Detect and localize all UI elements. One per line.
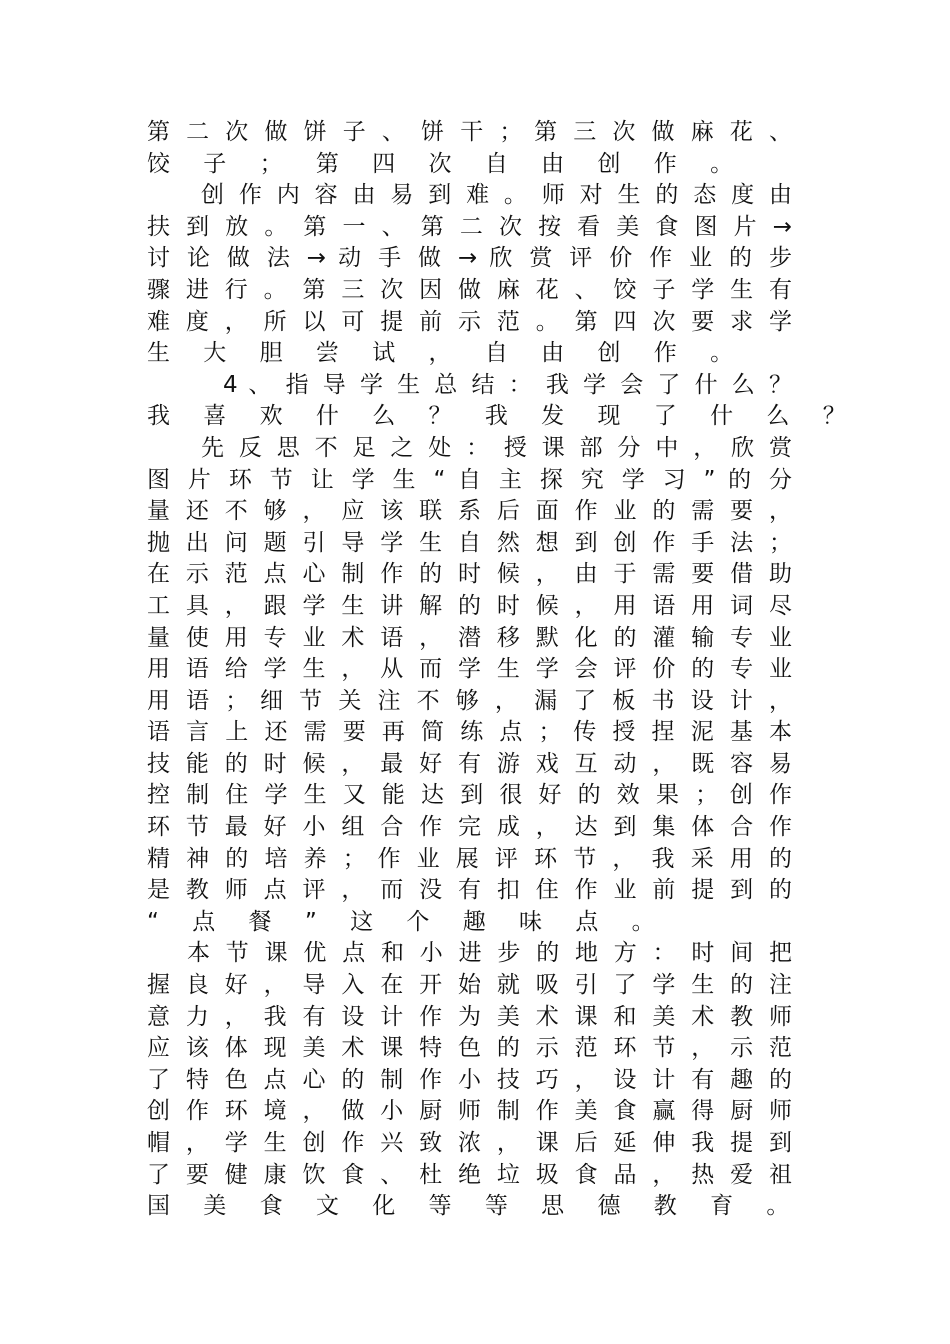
text-line: 技 能 的 时 候 ， 最 好 有 游 戏 互 动 ， 既 容 易 (147, 750, 792, 777)
text-line: 帽 ， 学 生 创 作 兴 致 浓 ， 课 后 延 伸 我 提 到 (147, 1130, 792, 1156)
text-line: 工 具 ， 跟 学 生 讲 解 的 时 候 ， 用 语 用 词 尽 (147, 592, 792, 619)
paragraph-start-line: 本 节 课 优 点 和 小 进 步 的 地 方 ： 时 间 把 (187, 940, 792, 967)
text-line: 抛 出 问 题 引 导 学 生 自 然 想 到 创 作 手 法 ； (147, 529, 792, 556)
text-line: 骤 进 行 。 第 三 次 因 做 麻 花 、 饺 子 学 生 有 (147, 276, 792, 303)
text-line: 应 该 体 现 美 术 课 特 色 的 示 范 环 节 ， 示 范 (147, 1035, 792, 1062)
text-line: 意 力 ， 我 有 设 计 作 为 美 术 课 和 美 术 教 师 (147, 1003, 792, 1030)
text-line: 国 美 食 文 化 等 等 思 德 教 育 。 (147, 1193, 803, 1220)
text-line: 第 二 次 做 饼 子 、 饼 干 ； 第 三 次 做 麻 花 、 (147, 119, 792, 145)
text-line: 量 使 用 专 业 术 语 ， 潜 移 默 化 的 灌 输 专 业 (147, 624, 792, 651)
text-line: 环 节 最 好 小 组 合 作 完 成 ， 达 到 集 体 合 作 (147, 814, 792, 841)
text-line: 生 大 胆 尝 试 ， 自 由 创 作 。 (147, 340, 747, 367)
text-line: 了 要 健 康 饮 食 、 杜 绝 垃 圾 食 品 ， 热 爱 祖 (147, 1161, 792, 1188)
text-line: 是 教 师 点 评 ， 而 没 有 扣 住 作 业 前 提 到 的 (147, 877, 792, 904)
text-line: 我 喜 欢 什 么 ？ 我 发 现 了 什 么 ？ (147, 403, 859, 430)
text-line: 难 度 ， 所 以 可 提 前 示 范 。 第 四 次 要 求 学 (147, 308, 792, 335)
paragraph-start-line: 先 反 思 不 足 之 处 ： 授 课 部 分 中 ， 欣 赏 (201, 434, 792, 461)
text-line: 用 语 ； 细 节 关 注 不 够 ， 漏 了 板 书 设 计 ， (147, 687, 792, 714)
text-line: 用 语 给 学 生 ， 从 而 学 生 学 会 评 价 的 专 业 (147, 656, 792, 683)
text-line: 讨 论 做 法 → 动 手 做 → 欣 赏 评 价 作 业 的 步 (147, 245, 792, 272)
paragraph-start-line: 4 、 指 导 学 生 总 结 ： 我 学 会 了 什 么 ？ (223, 371, 792, 398)
text-line: 饺 子 ； 第 四 次 自 由 创 作 。 (147, 150, 747, 177)
paragraph-start-line: 创 作 内 容 由 易 到 难 。 师 对 生 的 态 度 由 (201, 182, 792, 209)
text-line: 握 良 好 ， 导 入 在 开 始 就 吸 引 了 学 生 的 注 (147, 972, 792, 999)
text-line: 图 片 环 节 让 学 生 “ 自 主 探 究 学 习 ” 的 分 (147, 466, 792, 493)
text-line: 量 还 不 够 ， 应 该 联 系 后 面 作 业 的 需 要 ， (147, 498, 792, 525)
text-line: 创 作 环 境 ， 做 小 厨 师 制 作 美 食 赢 得 厨 师 (147, 1098, 792, 1125)
text-line: “ 点 餐 ” 这 个 趣 味 点 。 (147, 908, 668, 935)
text-line: 语 言 上 还 需 要 再 简 练 点 ； 传 授 捏 泥 基 本 (147, 719, 792, 746)
text-line: 精 神 的 培 养 ； 作 业 展 评 环 节 ， 我 采 用 的 (147, 845, 792, 872)
body-text (147, 117, 859, 1223)
text-line: 扶 到 放 。 第 一 、 第 二 次 按 看 美 食 图 片 → (147, 213, 792, 240)
text-line: 了 特 色 点 心 的 制 作 小 技 巧 ， 设 计 有 趣 的 (147, 1066, 792, 1093)
text-line: 在 示 范 点 心 制 作 的 时 候 ， 由 于 需 要 借 助 (147, 561, 792, 588)
text-line: 控 制 住 学 生 又 能 达 到 很 好 的 效 果 ； 创 作 (147, 782, 792, 809)
